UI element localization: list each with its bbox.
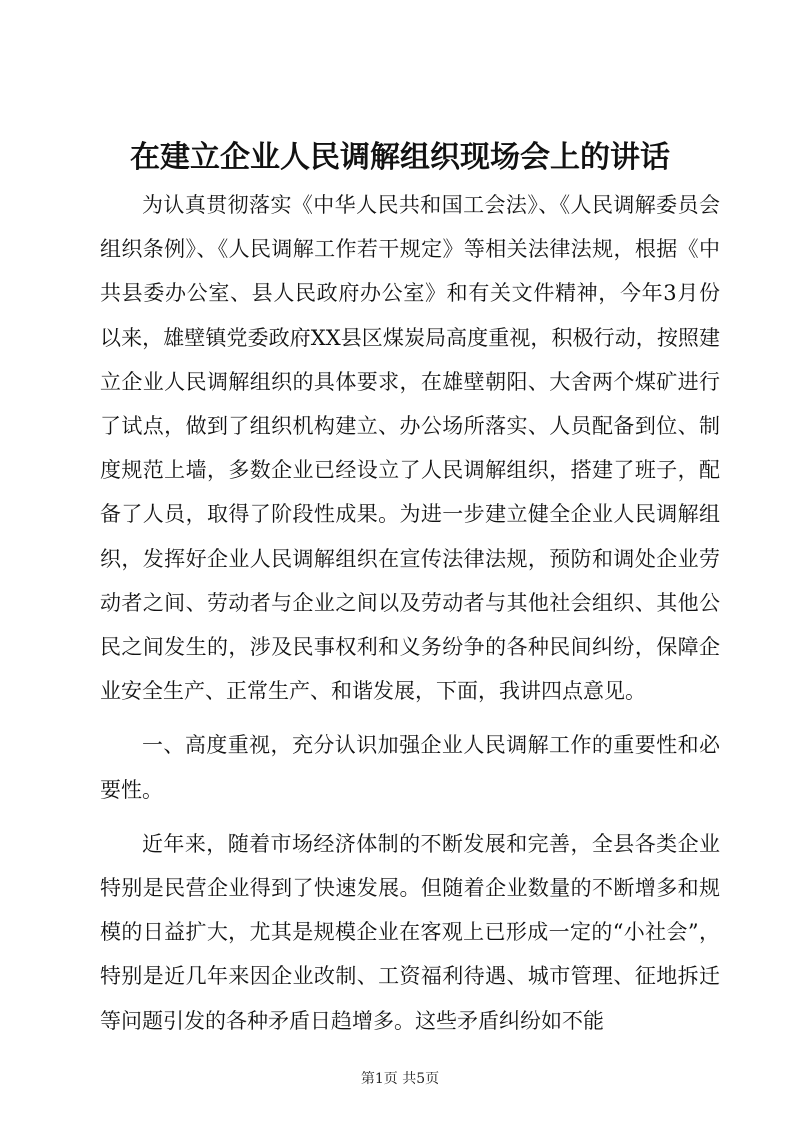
paragraph-section-heading-1: 一、高度重视，充分认识加强企业人民调解工作的重要性和必要性。 <box>100 733 720 802</box>
paragraph-section-body-1: 近年来，随着市场经济体制的不断发展和完善，全县各类企业特别是民营企业得到了快速发展。但随着企业数量的不断增多和规模的日益扩大，尤其是规模企业在客观上已形成一定的“小社会”，特别是近几年来因企业改制、工资福利待遇、城市管理、征地拆迁等问题引发的各种矛盾日趋增多。这些矛盾纠纷如不能 <box>100 831 720 1033</box>
document-title: 在建立企业人民调解组织现场会上的讲话 <box>130 140 670 175</box>
paragraph-intro: 为认真贯彻落实《中华人民共和国工会法》、《人民调解委员会组织条例》、《人民调解工作若干规定》等相关法律法规，根据《中共县委办公室、县人民政府办公室》和有关文件精神，今年3月份以来，雄壁镇党委政府XX县区煤炭局高度重视，积极行动，按照建立企业人民调解组织的具体要求，在雄壁朝阳、大舍两个煤矿进行了试点，做到了组织机构建立、办公场所落实、人员配备到位、制度规范上墙，多数企业已经设立了人民调解组织，搭建了班子，配备了人员，取得了阶段性成果。为进一步建立健全企业人民调解组织，发挥好企业人民调解组织在宣传法律法规，预防和调处企业劳动者之间、劳动者与企业之间以及劳动者与其他社会组织、其他公民之间发生的，涉及民事权利和义务纷争的各种民间纠纷，保障企业安全生产、正常生产、和谐发展，下面，我讲四点意见。 <box>100 193 720 704</box>
document-body <box>100 183 720 1043</box>
page-number-footer: 第1页 共5页 <box>360 1071 440 1087</box>
